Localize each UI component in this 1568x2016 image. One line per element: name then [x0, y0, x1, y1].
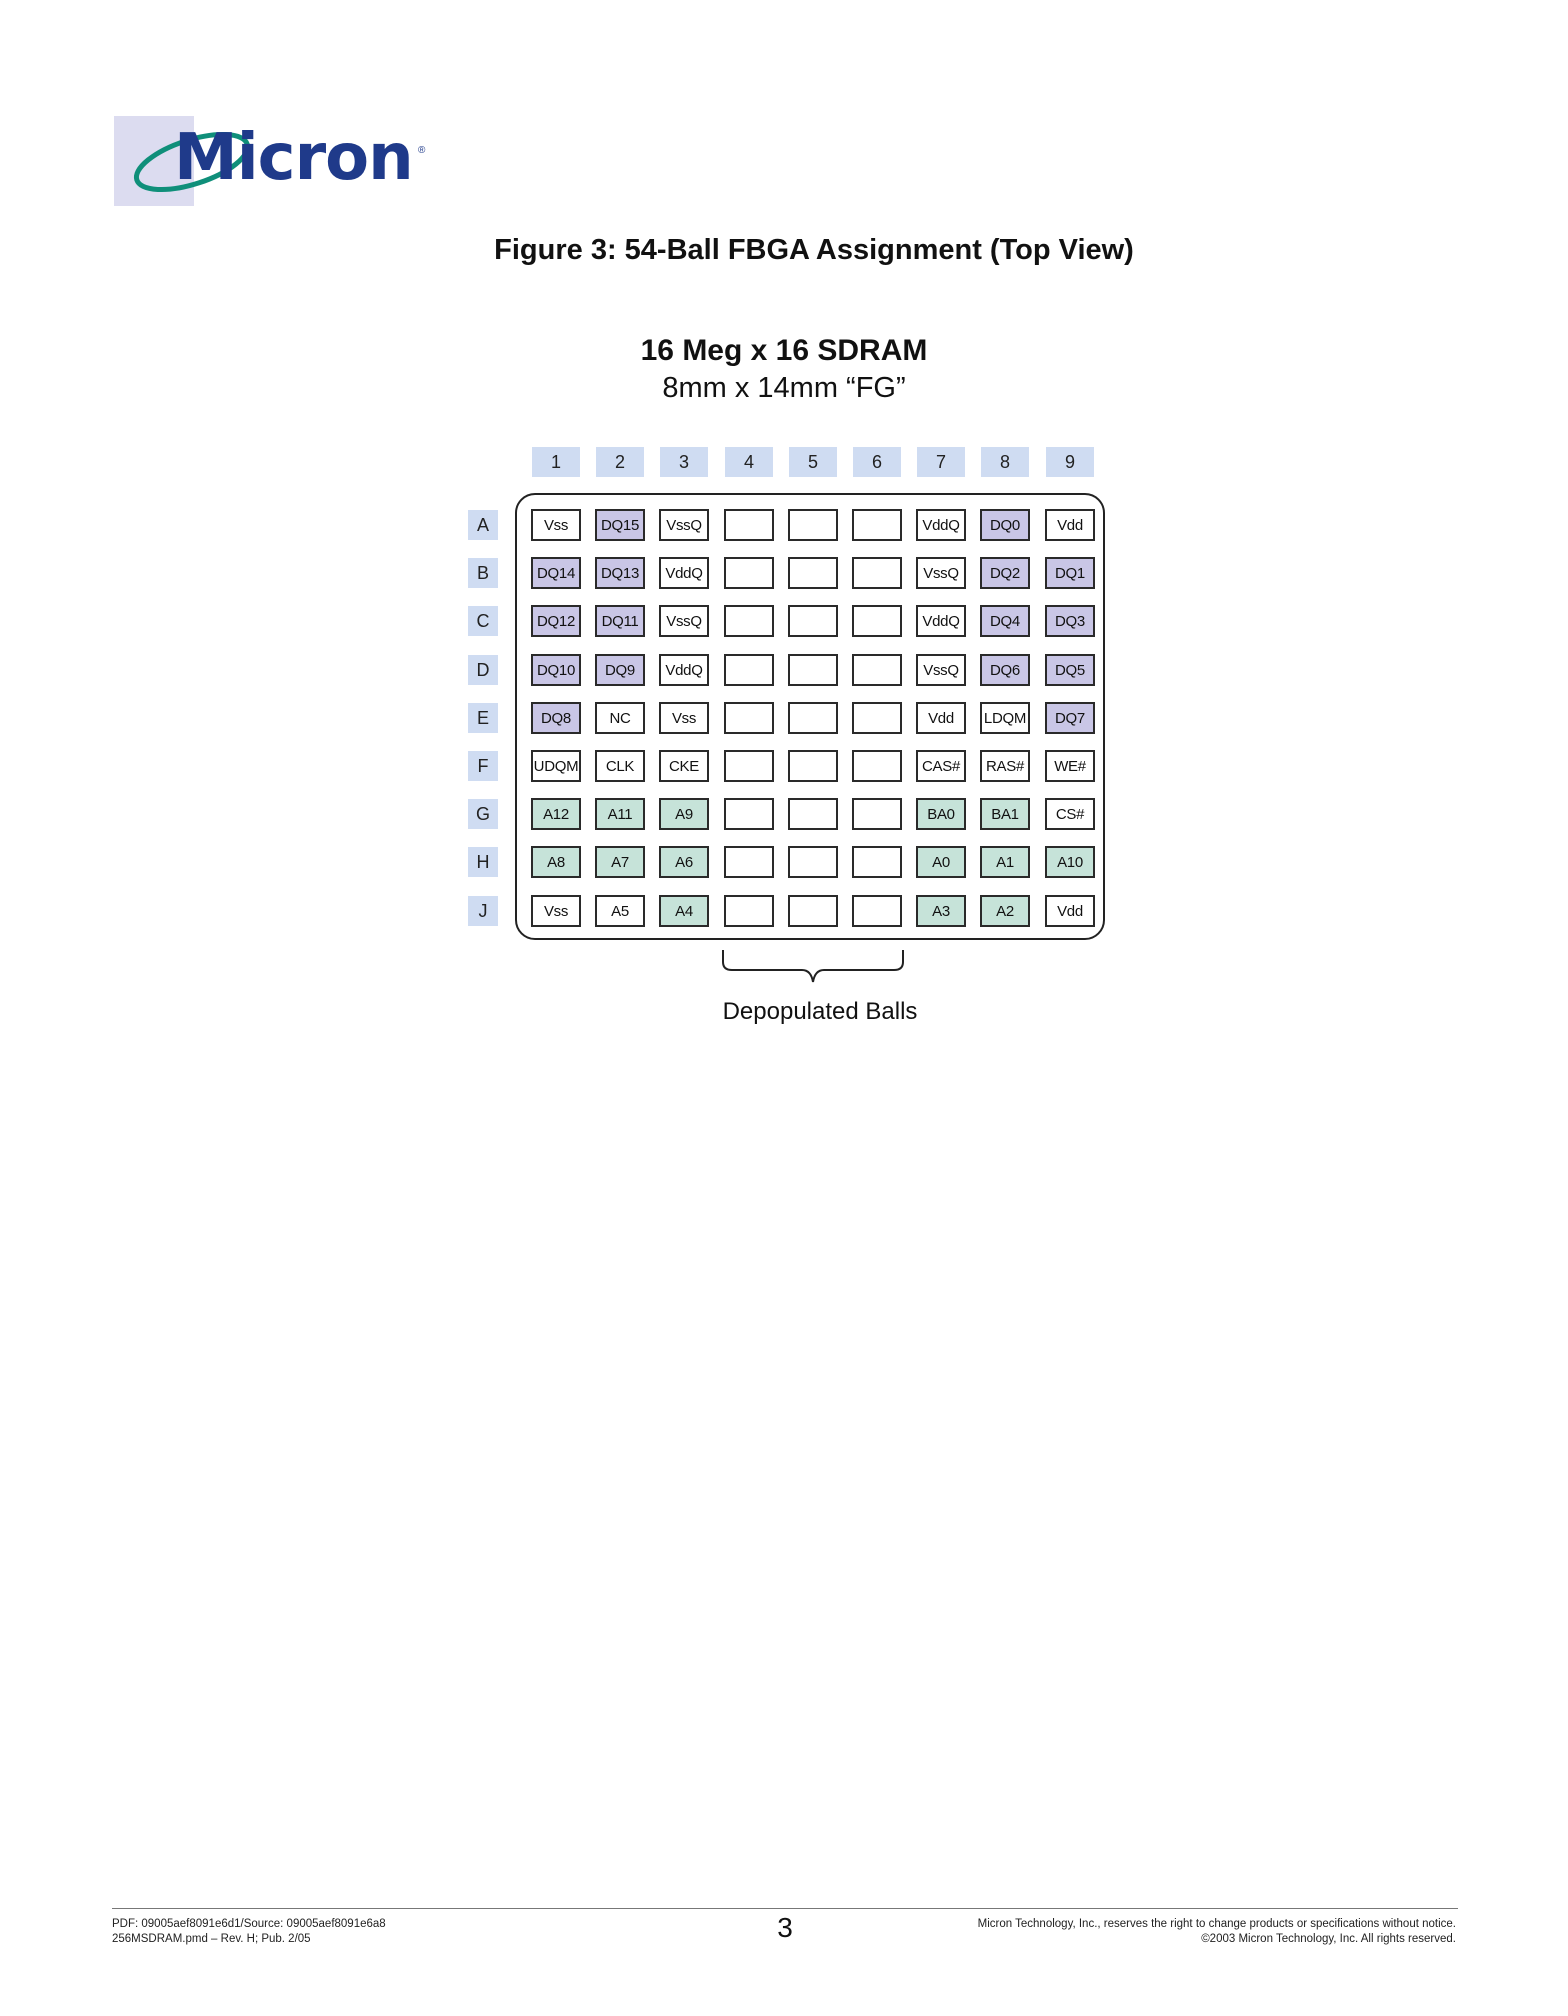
- ball-h8: A1: [980, 846, 1030, 878]
- ball-b8: DQ2: [980, 557, 1030, 589]
- depopulated-ball-h6: [852, 846, 902, 878]
- ball-j8: A2: [980, 895, 1030, 927]
- footer-left: [112, 1917, 386, 1947]
- ball-b2: DQ13: [595, 557, 645, 589]
- row-label-f: F: [468, 751, 498, 781]
- depopulated-ball-j4: [724, 895, 774, 927]
- depopulated-ball-a5: [788, 509, 838, 541]
- footer-copyright: ©2003 Micron Technology, Inc. All rights reserved.: [1201, 1933, 1456, 1945]
- row-label-d: D: [468, 655, 498, 685]
- row-label-h: H: [468, 847, 498, 877]
- column-label-8: 8: [981, 447, 1029, 477]
- footer-revision: 256MSDRAM.pmd – Rev. H; Pub. 2/05: [112, 1933, 311, 1945]
- depopulated-ball-f5: [788, 750, 838, 782]
- ball-d9: DQ5: [1045, 654, 1095, 686]
- ball-j9: Vdd: [1045, 895, 1095, 927]
- ball-d8: DQ6: [980, 654, 1030, 686]
- ball-g1: A12: [531, 798, 581, 830]
- ball-a3: VssQ: [659, 509, 709, 541]
- registered-mark: ®: [418, 145, 426, 156]
- ball-b1: DQ14: [531, 557, 581, 589]
- ball-f2: CLK: [595, 750, 645, 782]
- ball-e2: NC: [595, 702, 645, 734]
- depopulated-ball-h4: [724, 846, 774, 878]
- row-label-a: A: [468, 510, 498, 540]
- ball-g3: A9: [659, 798, 709, 830]
- depopulated-ball-e6: [852, 702, 902, 734]
- depopulated-ball-d5: [788, 654, 838, 686]
- ball-d3: VddQ: [659, 654, 709, 686]
- ball-j3: A4: [659, 895, 709, 927]
- ball-e7: Vdd: [916, 702, 966, 734]
- ball-a9: Vdd: [1045, 509, 1095, 541]
- depopulated-ball-a4: [724, 509, 774, 541]
- depopulated-ball-e5: [788, 702, 838, 734]
- row-label-b: B: [468, 558, 498, 588]
- depopulated-ball-b4: [724, 557, 774, 589]
- ball-g2: A11: [595, 798, 645, 830]
- footer-source: PDF: 09005aef8091e6d1/Source: 09005aef8091e6a8: [112, 1918, 386, 1930]
- page-number: 3: [777, 1912, 793, 1943]
- column-label-9: 9: [1046, 447, 1094, 477]
- ball-h3: A6: [659, 846, 709, 878]
- depopulated-ball-g5: [788, 798, 838, 830]
- ball-f7: CAS#: [916, 750, 966, 782]
- depopulated-ball-d6: [852, 654, 902, 686]
- ball-c2: DQ11: [595, 605, 645, 637]
- depopulated-balls-label: Depopulated Balls: [722, 998, 918, 1025]
- column-label-7: 7: [917, 447, 965, 477]
- column-label-3: 3: [660, 447, 708, 477]
- ball-c1: DQ12: [531, 605, 581, 637]
- ball-a7: VddQ: [916, 509, 966, 541]
- ball-j7: A3: [916, 895, 966, 927]
- ball-c7: VddQ: [916, 605, 966, 637]
- row-label-e: E: [468, 703, 498, 733]
- row-label-j: J: [468, 896, 498, 926]
- depopulated-ball-c5: [788, 605, 838, 637]
- column-label-4: 4: [725, 447, 773, 477]
- ball-j2: A5: [595, 895, 645, 927]
- logo-text: Micron: [174, 121, 413, 195]
- depopulated-ball-d4: [724, 654, 774, 686]
- diagram-title: 16 Meg x 16 SDRAM: [640, 334, 928, 367]
- ball-j1: Vss: [531, 895, 581, 927]
- ball-e9: DQ7: [1045, 702, 1095, 734]
- ball-f9: WE#: [1045, 750, 1095, 782]
- depopulated-ball-a6: [852, 509, 902, 541]
- ball-g7: BA0: [916, 798, 966, 830]
- ball-f8: RAS#: [980, 750, 1030, 782]
- ball-h2: A7: [595, 846, 645, 878]
- depopulated-ball-c4: [724, 605, 774, 637]
- depopulated-ball-g6: [852, 798, 902, 830]
- ball-d7: VssQ: [916, 654, 966, 686]
- ball-e8: LDQM: [980, 702, 1030, 734]
- ball-h9: A10: [1045, 846, 1095, 878]
- ball-e3: Vss: [659, 702, 709, 734]
- ball-d2: DQ9: [595, 654, 645, 686]
- ball-c9: DQ3: [1045, 605, 1095, 637]
- ball-f3: CKE: [659, 750, 709, 782]
- ball-a1: Vss: [531, 509, 581, 541]
- depopulated-ball-b5: [788, 557, 838, 589]
- depopulated-ball-h5: [788, 846, 838, 878]
- ball-b3: VddQ: [659, 557, 709, 589]
- depopulated-ball-g4: [724, 798, 774, 830]
- column-label-1: 1: [532, 447, 580, 477]
- figure-title: Figure 3: 54-Ball FBGA Assignment (Top View): [494, 234, 1134, 266]
- ball-c3: VssQ: [659, 605, 709, 637]
- column-label-2: 2: [596, 447, 644, 477]
- depopulated-ball-c6: [852, 605, 902, 637]
- row-label-c: C: [468, 606, 498, 636]
- ball-g8: BA1: [980, 798, 1030, 830]
- ball-h7: A0: [916, 846, 966, 878]
- depopulated-ball-b6: [852, 557, 902, 589]
- depopulated-ball-j5: [788, 895, 838, 927]
- depopulated-ball-j6: [852, 895, 902, 927]
- diagram-subtitle: 8mm x 14mm “FG”: [662, 372, 906, 404]
- row-label-g: G: [468, 799, 498, 829]
- footer-right: [978, 1917, 1456, 1947]
- depopulated-brace: [720, 948, 906, 998]
- footer-notice: Micron Technology, Inc., reserves the right to change products or specifications without notice.: [977, 1918, 1456, 1930]
- ball-a2: DQ15: [595, 509, 645, 541]
- depopulated-ball-e4: [724, 702, 774, 734]
- footer-rule: [112, 1908, 1458, 1909]
- ball-f1: UDQM: [531, 750, 581, 782]
- depopulated-ball-f4: [724, 750, 774, 782]
- ball-b7: VssQ: [916, 557, 966, 589]
- micron-logo: [114, 116, 434, 206]
- ball-d1: DQ10: [531, 654, 581, 686]
- depopulated-ball-f6: [852, 750, 902, 782]
- ball-a8: DQ0: [980, 509, 1030, 541]
- ball-h1: A8: [531, 846, 581, 878]
- ball-e1: DQ8: [531, 702, 581, 734]
- ball-c8: DQ4: [980, 605, 1030, 637]
- column-label-5: 5: [789, 447, 837, 477]
- ball-g9: CS#: [1045, 798, 1095, 830]
- ball-b9: DQ1: [1045, 557, 1095, 589]
- column-label-6: 6: [853, 447, 901, 477]
